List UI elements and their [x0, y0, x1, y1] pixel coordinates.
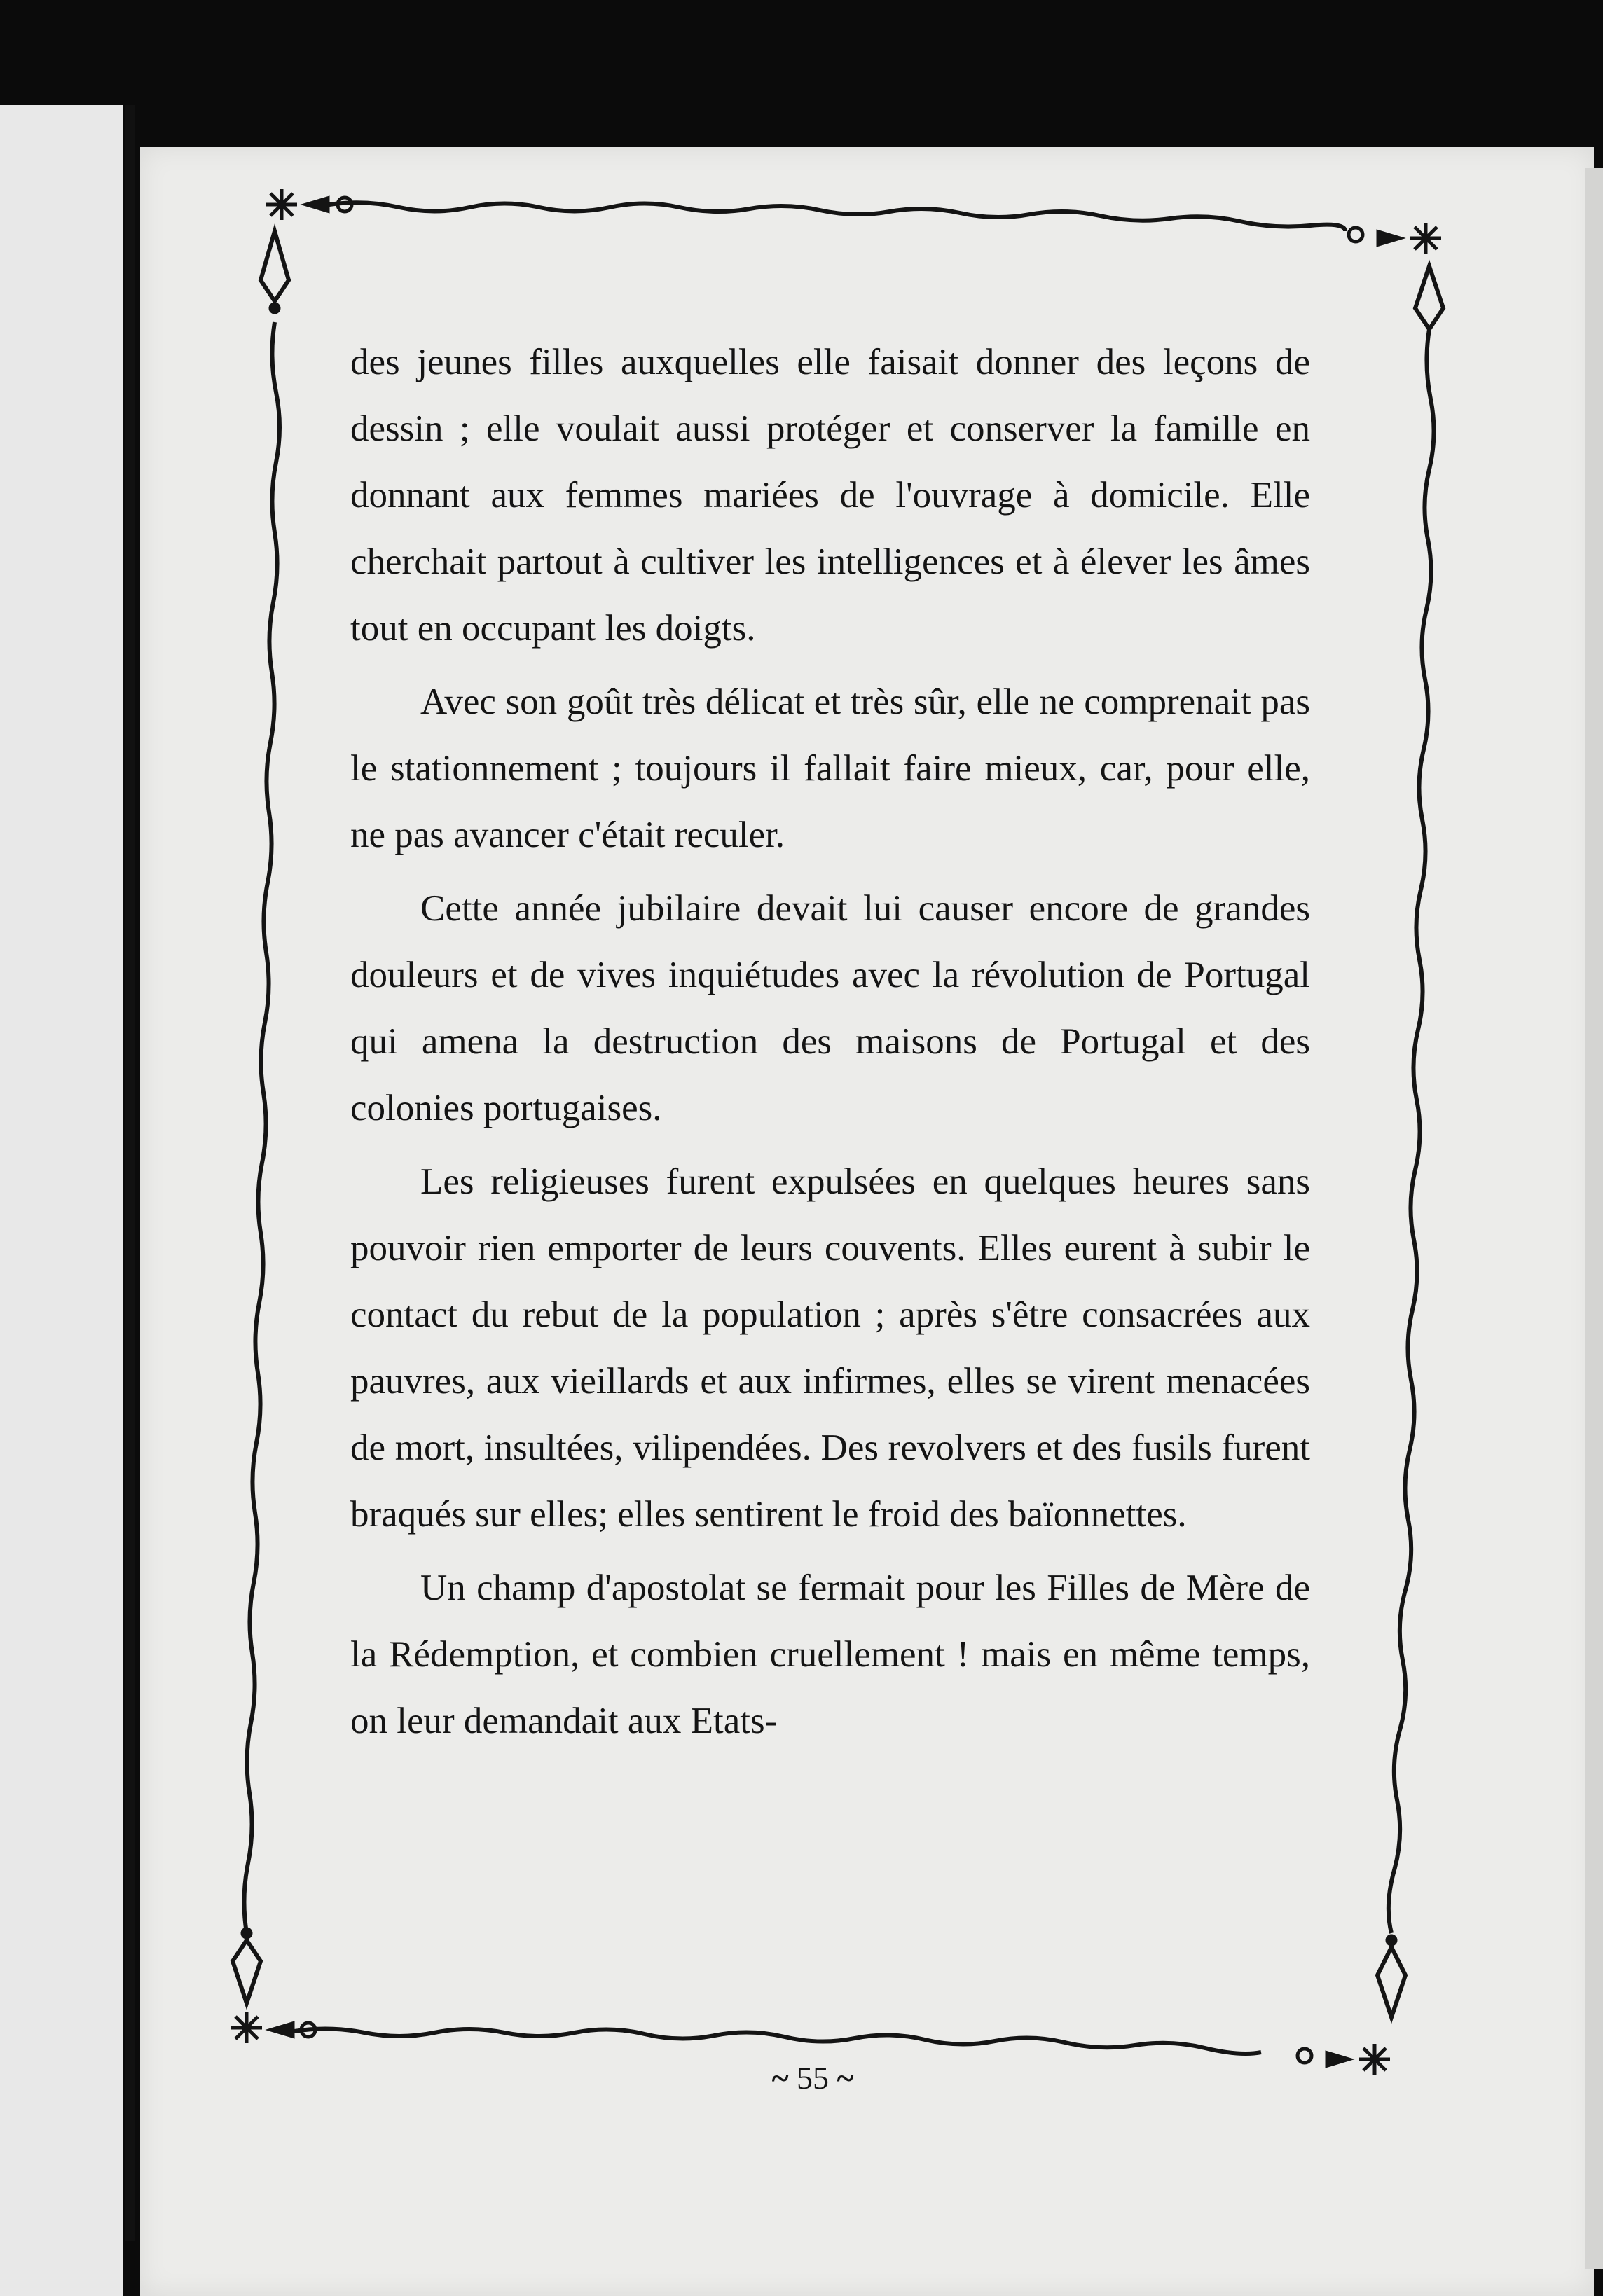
right-dash-ornament: ~: [837, 2060, 854, 2096]
page-number: 55: [797, 2060, 829, 2096]
paragraph-5: Un champ d'apostolat se fermait pour les Filles de Mère de la Rédemption, et combien cruellement ! mais en même temps, on leur demandait aux Etats-: [350, 1568, 1310, 1741]
paragraph-1: des jeunes filles auxquelles elle faisait donner des leçons de dessin ; elle voulait aussi protéger et conserver la famille en donnant aux femmes mariées de l'ouvrage à domicile. Elle cherchait partout à cultiver les intelligences et à élever les âmes tout en occupant les doigts.: [350, 342, 1310, 649]
paragraph-3: Cette année jubilaire devait lui causer encore de grandes douleurs et de vives inquiétudes avec la révolution de Portugal qui amena la destruction des maisons de Portugal et des colonies portugaises.: [350, 888, 1310, 1128]
left-dash-ornament: ~: [771, 2060, 789, 2096]
paragraph-2: Avec son goût très délicat et très sûr, elle ne comprenait pas le stationnement ; toujours il fallait faire mieux, car, pour elle, ne pas avancer c'était reculer.: [350, 682, 1310, 855]
paragraph-4: Les religieuses furent expulsées en quelques heures sans pouvoir rien emporter de leurs couvents. Elles eurent à subir le contact du rebut de la population ; après s'être consacrées aux pauvres, aux vieillards et aux infirmes, elles se virent menacées de mort, insultées, vilipendées. Des revolvers et des fusils furent braqués sur elles; elles sentirent le froid des baïonnettes.: [350, 1161, 1310, 1535]
page-number-footer: [736, 2059, 890, 2096]
body-text: [350, 329, 1310, 1762]
